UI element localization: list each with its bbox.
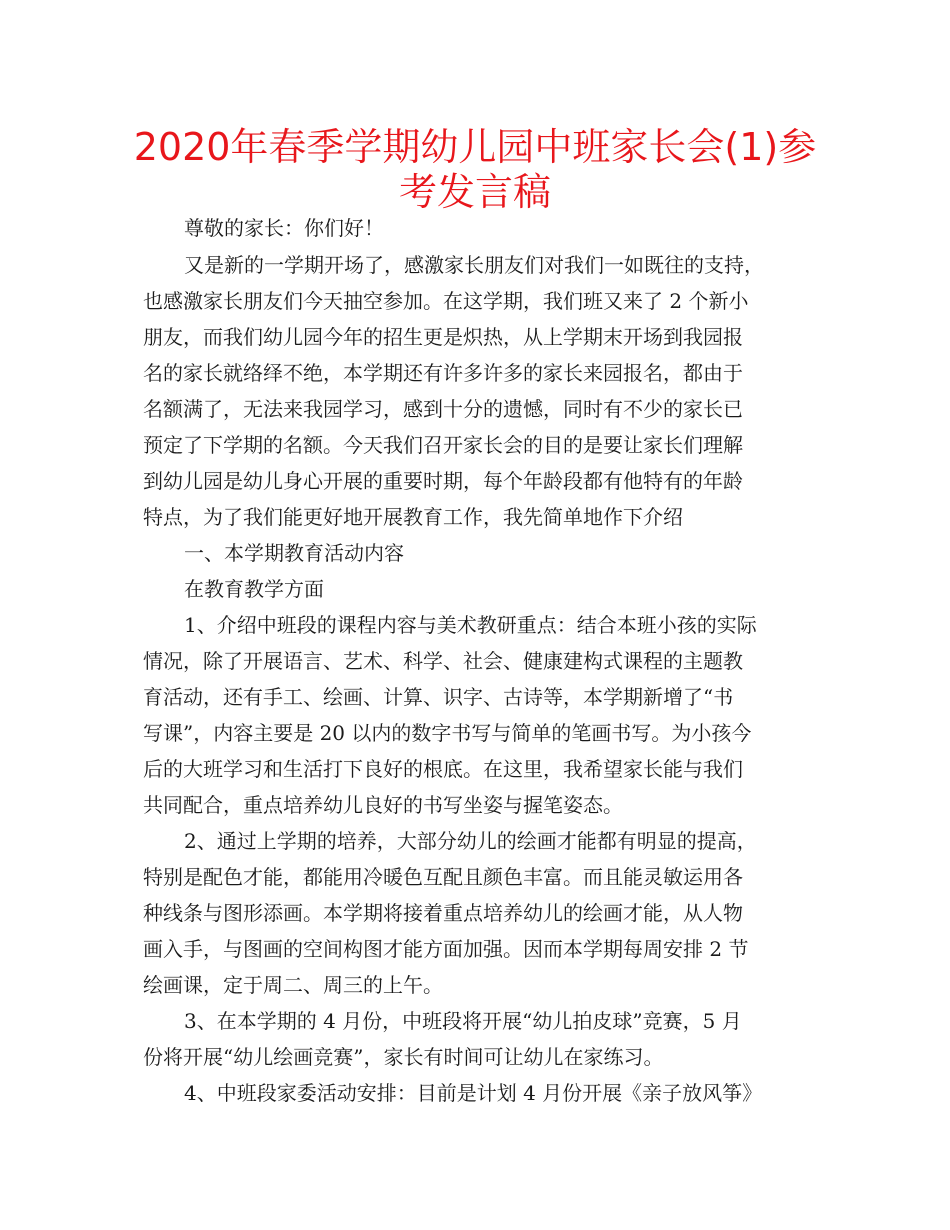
- paragraph-line: 朋友，而我们幼儿园今年的招生更是炽热，从上学期末开场到我园报: [143, 325, 743, 349]
- paragraph-line: 共同配合，重点培养幼儿良好的书写坐姿与握笔姿态。: [143, 793, 623, 817]
- paragraph-line: 2、通过上学期的培养，大部分幼儿的绘画才能都有明显的提高，: [184, 829, 757, 853]
- paragraph-line: 写课”，内容主要是 20 以内的数字书写与简单的笔画书写。为小孩今: [143, 721, 752, 745]
- paragraph-line: 育活动，还有手工、绘画、计算、识字、古诗等，本学期新增了“书: [143, 685, 734, 709]
- subsection-heading: 在教育教学方面: [184, 577, 324, 601]
- paragraph-line: 到幼儿园是幼儿身心开展的重要时期，每个年龄段都有他特有的年龄: [143, 469, 743, 493]
- paragraph-line: 特别是配色才能，都能用冷暖色互配且颜色丰富。而且能灵敏运用各: [143, 865, 743, 889]
- paragraph-line: 份将开展“幼儿绘画竞赛”，家长有时间可让幼儿在家练习。: [143, 1045, 664, 1069]
- paragraph-line: 名的家长就络绎不绝，本学期还有许多许多的家长来园报名，都由于: [143, 361, 743, 385]
- paragraph-line: 绘画课，定于周二、周三的上午。: [143, 973, 443, 997]
- paragraph-line: 画入手，与图画的空间构图才能方面加强。因而本学期每周安排 2 节: [143, 937, 749, 961]
- paragraph-line: 3、在本学期的 4 月份，中班段将开展“幼儿拍皮球”竞赛，5 月: [184, 1009, 742, 1033]
- document-title-line-1: 2020年春季学期幼儿园中班家长会(1)参: [133, 125, 817, 169]
- greeting: 尊敬的家长：你们好！: [184, 216, 384, 240]
- document-title-line-2: 考发言稿: [398, 170, 551, 214]
- paragraph-line: 种线条与图形添画。本学期将接着重点培养幼儿的绘画才能，从人物: [143, 901, 743, 925]
- paragraph-line: 后的大班学习和生活打下良好的根底。在这里，我希望家长能与我们: [143, 757, 743, 781]
- paragraph-line: 特点，为了我们能更好地开展教育工作，我先简单地作下介绍: [143, 505, 683, 529]
- paragraph-line: 也感激家长朋友们今天抽空参加。在这学期，我们班又来了 2 个新小: [143, 289, 749, 313]
- paragraph-line: 预定了下学期的名额。今天我们召开家长会的目的是要让家长们理解: [143, 433, 743, 457]
- paragraph-line: 4、中班段家委活动安排：目前是计划 4 月份开展《亲子放风筝》: [184, 1081, 763, 1105]
- paragraph-line: 名额满了，无法来我园学习，感到十分的遗憾，同时有不少的家长已: [143, 397, 743, 421]
- paragraph-line: 情况，除了开展语言、艺术、科学、社会、健康建构式课程的主题教: [143, 649, 743, 673]
- section-heading: 一、本学期教育活动内容: [184, 541, 404, 565]
- paragraph-line: 1、介绍中班段的课程内容与美术教研重点：结合本班小孩的实际: [184, 613, 757, 637]
- paragraph-line: 又是新的一学期开场了，感激家长朋友们对我们一如既往的支持，: [184, 253, 764, 277]
